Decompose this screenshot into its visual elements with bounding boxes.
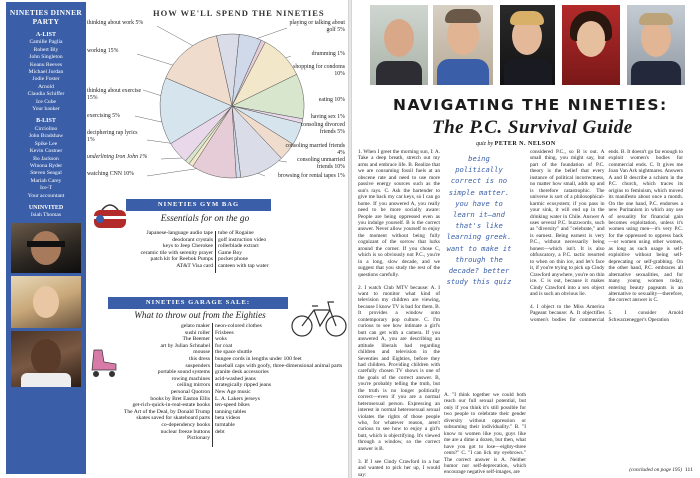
pie-chart-area [87,18,345,190]
pie-label-right-0: playing or talking about golf 5% [289,20,345,33]
garage-item-left: The Art of the Deal, by Donald Trump [123,408,210,415]
pie-label-left-6: watching CNN 10% [87,171,135,177]
gym-right-col [218,230,338,290]
alist-item: Michael Jordan [28,69,64,76]
gym-right-list [218,230,268,270]
garage-item-left: skates saved for skateboard parts [136,415,210,422]
pie-label-left-1: working 15% [87,48,119,54]
photo-julia-child [433,5,493,85]
garage-item-right: neon-colored clothes [215,323,262,329]
gym-item-right: canteen with tap water [218,262,269,269]
pie-label-left-4: deciphering rap lyrics 1% [87,130,138,143]
pull-quote: being politically correct is no simple matter. you have to learn it—and that's like learning greek. want to make it through the decade? better study this quiz [446,154,512,287]
garage-item-left: personal Quotron [171,388,210,395]
gym-item-right: golf instruction video [218,236,267,243]
photo-bald-man [370,5,428,85]
photo-donald-trump [500,5,555,85]
garage-item-right: turntable [215,421,235,428]
sidebar-photo-claudia [11,276,81,328]
alist-item: Robert Bly [33,46,59,53]
garage-right-col [215,323,347,463]
blist-item: Winona Ryder [29,162,63,169]
pie-label-right-6: consoling married friends 4% [285,143,345,156]
gym-item-left: ceramic tile with serenity prayer [140,249,213,256]
garage-item-left: The Beemer [182,336,210,343]
garage-item-right: strategically ripped jeans [215,382,271,389]
garage-item-right: ten-speed bikes [215,402,250,409]
garage-item-right: debt [215,428,225,435]
gym-item-left: deodorant crystals [172,236,213,243]
article-byline [476,141,556,147]
pie-label-right-1: drumming 1% [311,51,345,57]
alist-item: Claudia Schiffer [27,91,65,98]
uninvited-item: Isiah Thomas [30,212,62,219]
garage-item-left: gelato maker [180,323,210,329]
blist-item: Ice-T [39,185,53,192]
garage-item-left: this dress [189,355,210,362]
garage-item-left: Pictionary [187,435,210,442]
garage-item-right: woks [215,336,227,343]
blist [6,126,86,200]
byline-name: PETER N. NELSON [494,141,556,147]
gym-left-col [93,230,213,290]
article-column-3: considered P.C., so B is out. A small thing, you might say, but part of the foundation of P.C. theory is the belief that every instance of political incorrectness, no matter how small, adds up and is therefore catastrophic. The universe is sort of a philosophical-karmic ecosystem; if you pass in your sink, it will end up in the drinking water in Chile. Answer A uses several P.C. buzzwords, such as "diversity" and "celebrate," and is earnest. Being earnest is very P.C., without necessarily being honest—which isn't. It is also obfuscatory, a P.C. tactic resorted to when on thin ice, and let's face it, if you're trying to pick up Cindy Crawford anywhere, you're on thin ice. C is out, because it makes Cindy Crawford into a sex object and is such an obvious lie. 4. I object to the Miss America Pageant because: A. It objectifies women's bodies for commercial ends. B. It doesn't go far enough to exploit women's bodies for commercial ends. C. It gives me Joan Van Ark nightmares. Answers A and B describe a schism in the P.C. church, which traces its origins to feminism, which moved its manifesto about once a month. On the one hand, P.C. endorses a new Puritanism in which any use of sexuality for financial gain becomes exploitation, unless it's women using men—it's very P.C. for the oppressed to oppress back—or women using other women, as long as such usage is self-exploitive without being self-deprecating or self-grabbing. On the other hand, P.C. embraces all alternative sexualities, and for many young women today, entering beauty pageants is an alternative to sexuality—therefore, the correct answer is C. 5. I consider Arnold Schwarzenegger's Operation [530,149,683,323]
gym-subtitle: Essentials for on the go [160,214,250,224]
page-gutter [348,0,352,478]
gym-item-right: rollerblade extract [218,243,259,250]
blist-item: John Bradshaw [28,133,64,140]
uninvited-list [6,212,86,219]
blist-item: Your accountant [27,192,65,199]
garage-item-right: tanning tables [215,408,247,415]
photo-woman [562,5,620,85]
garage-item-left: co-dependency books [161,421,210,428]
alist-item: John Singleton [29,54,63,61]
garage-item-left: art by Julian Schnabel [160,342,210,349]
garage-item-right: beta videos [215,415,241,422]
garage-item-left: ceiling mirrors [176,382,210,389]
pie-label-right-2: shopping for condoms 10% [293,64,345,77]
garage-item-right: acid-washed jeans [215,375,256,382]
dinner-party-sidebar [6,2,86,474]
article-subhead: The P.C. Survival Guide [432,117,633,138]
pie-label-left-3: exercising 5% [87,113,120,119]
gym-item-right: pocket phone [218,256,248,263]
garage-item-left: get-rich-quick-in-real-estate books [132,402,210,409]
garage-item-right: L. A. Lakers jerseys [215,395,260,402]
pie-label-right-3: eating 10% [318,97,345,103]
garage-left-col [86,323,210,463]
garage-item-left: rowing machines [171,375,210,382]
byline-prefix: quiz by [476,141,494,147]
uninvited-heading: UNINVITED [28,204,64,211]
garage-subtitle: What to throw out from the Eighties [134,310,266,320]
alist-item: Arnold [38,83,54,90]
blist-item: Mariah Carey [30,177,62,184]
garage-item-left: portable sound systems [157,369,210,376]
garage-item-right: New Age music [215,388,251,395]
garage-divider [212,323,213,447]
gym-item-left: AT&T Visa card [176,262,213,269]
article-column-1: 1. When I greet the morning sun, I: A. Take a deep breath, stretch out my arms and embrace life. B. Realize that we are consuming fossil fuels at an obscene rate and need to use more passive energy sources such as the sun's rays. C. Ask the bartender to give me back my car keys, so I can go home. If you answered A, you really need to be more socially aware: People are being oppressed even as you indulge yourself. B is the correct answer. Never allow yourself to enjoy the moment without being fully cognizant of the sorrow that lurks around the corner. If you chose C, which is so obviously not P.C., you're in a long, slow decade, and we suggest that you study the rest of the questions carefully. 2. I watch Club MTV because: A. I want to monitor what kind of television my children are viewing, because I know TV is bad for them. B. It provides a window onto contemporary pop culture. C. I'm curious to see how intimate a girl's butt can get with a camera. If you answered A, you are describing an attitude liberals had regarding children and television in the Seventies and Eighties, before they had children. Providing children with carefully chosen TV shows is one of the goals of the correct answer. B, you're probably telling the truth, but the truth is no longer politically correct—even if you are a normal heterosexual person. Expressing an interest in normal heterosexual sexual violates the rights of those people who, for whatever reason, aren't curious to see how to enjoy a girl's butt, which is objectifying. It's viewed through a window, so the correct answer is B. 3. If I see Cindy Crawford in a bar and wanted to pick her up, I would say: [358,149,440,478]
garage-banner: NINETIES GARAGE SALE: [108,297,288,309]
pie-label-left-0: thinking about work 5% [87,20,144,26]
blist-item: Bo Jackson [33,155,59,162]
garage-right-list [215,323,342,435]
article-column-2: A. "I think together we could both reach our full sexual potential, but only if you think it's still possible for two people to celebrate their gender diversity without oppression or subsuming their individuality." B. "I know to women like you, guys like me are a dime a dozen, but then, what have you got to lose—eighty-three cents?" C. "I can lick my eyebrows." The correct answer is A. Neither humor nor self-deprecation, which encourage negative self-images, are [444,392,526,476]
garage-item-right: fur coat [215,342,233,349]
blist-item: Steven Seagal [30,170,62,177]
photo-man-suit [627,5,685,85]
blist-item: Circiolino [34,125,58,132]
alist-item: Camille Paglia [29,39,63,46]
alist [6,39,86,113]
gym-item-left: patch kit for Reebok Pumps [150,256,213,263]
garage-item-left: books by Bret Easton Ellis [150,395,210,402]
gym-item-left: keys to Jeep Cherokee [162,243,213,250]
garage-item-right: bungee cords in lengths under 100 feet [215,355,302,362]
blist-heading: B-LIST [36,118,56,125]
gym-banner: NINETIES GYM BAG [126,199,271,211]
blist-item: Spike Lee [34,140,58,147]
pie-label-right-8: browsing for rental tapes 1% [278,173,345,179]
pie-label-left-5: underlining Iron John 1% [87,154,148,160]
garage-item-right: granite desk accessories [215,369,269,376]
blist-item: Kevin Costner [29,148,63,155]
garage-item-right: baseball caps with goofy, three-dimensional animal parts [215,362,343,369]
pie-label-right-7: consoling unmarried friends 10% [297,157,345,170]
gym-left-list [93,230,213,270]
sidebar-photo-arnold [11,223,81,273]
garage-item-right: the space shuttle [215,349,252,356]
alist-item: Your banker [32,106,60,113]
garage-item-left: sushi roller [184,329,210,336]
gym-item-right: tube of Rogaine [218,230,254,236]
sidebar-title: NINETIES DINNER PARTY [9,8,83,26]
continued-note: (concluded on page 195) [629,467,682,473]
garage-item-right: Frisbees [215,329,234,336]
garage-item-left: nuclear freeze buttons [160,428,210,435]
alist-item: Ice Cube [35,98,57,105]
gym-item-right: Game Boy [218,249,243,256]
gym-divider [215,231,216,273]
garage-left-list [86,323,210,442]
alist-item: Keanu Reeves [29,61,63,68]
page-number: 111 [685,467,693,473]
alist-heading: A-LIST [35,32,56,38]
pie-title: HOW WE'LL SPEND THE NINETIES [153,8,325,18]
garage-item-left: mousse [193,349,210,356]
sidebar-photo-jordan [11,331,81,387]
pie-label-right-4: having sex 1% [310,114,345,120]
pie-label-left-2: thinking about exercise 15% [87,88,142,101]
pie-label-right-5: consoling divorced friends 5% [300,122,345,135]
alist-item: Jodie Foster [32,76,60,83]
article-headline: NAVIGATING THE NINETIES: [393,96,668,114]
gym-item-left: Japanese-language audio tape [146,230,213,236]
garage-item-left: suspenders [185,362,210,369]
